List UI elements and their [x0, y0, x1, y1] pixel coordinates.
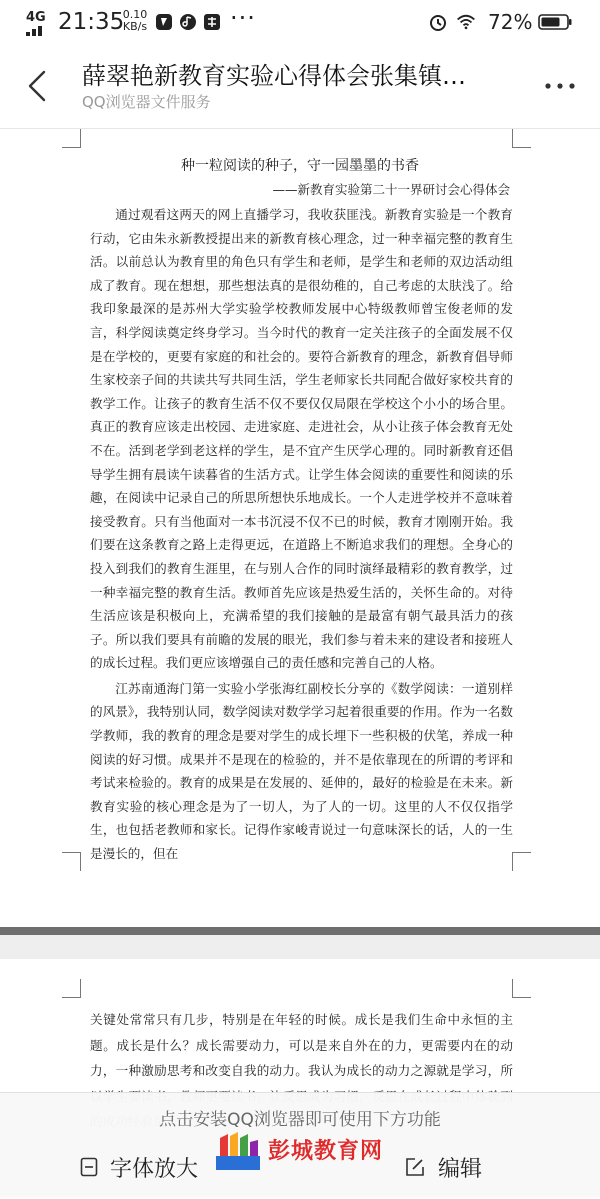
edit-button[interactable] [404, 1147, 482, 1187]
edit-label: 编辑 [438, 1156, 483, 1182]
document-page-1[interactable] [0, 129, 600, 927]
font-size-icon [80, 1157, 98, 1177]
crop-mark [512, 852, 531, 871]
signal-icon [26, 24, 54, 36]
crop-mark [512, 979, 531, 998]
wifi-icon [456, 12, 476, 32]
crop-mark [512, 129, 531, 148]
page-divider [0, 927, 600, 935]
watermark-text: 彭城教育网 [268, 1139, 384, 1164]
page-gap [0, 935, 600, 959]
app-header [0, 44, 600, 129]
notification-app-icon [154, 12, 174, 32]
status-bar [0, 0, 600, 44]
page-subtitle: QQ浏览器文件服务 [82, 93, 211, 111]
network-speed: 0.10 KB/s [122, 8, 148, 33]
font-zoom-label: 字体放大 [110, 1156, 199, 1182]
crop-mark [62, 852, 81, 871]
document-subtitle: ——新教育实验第二十一界研讨会心得体会 [272, 182, 510, 197]
document-body [90, 203, 513, 868]
crop-mark [62, 979, 81, 998]
edit-icon [404, 1156, 426, 1178]
crop-mark [62, 129, 81, 148]
alarm-icon [428, 12, 448, 32]
paragraph: 通过观看这两天的网上直播学习，我收获匪浅。新教育实验是一个教育行动，它由朱永新教授提出来的新教育核心理念，过一种幸福完整的教育生活。以前总认为教育里的角色只有学生和老师，是学生和老师的双边活动组成了教育。现在想想，那些想法真的是很幼稚的，自己考虑的太肤浅了。给我印象最深的是苏州大学实验学校教师发展中心特级教师曾宝俊老师的发言，科学阅读奠定终身学习。当今时代的教育一定关注孩子的全面发展不仅是在学校的，更要有家庭的和社会的。要符合新教育的理念，新教育倡导师生家校亲子间的共读共写共同生活，学生老师家长共同配合做好家校共育的教学工作。让孩子的教育生活不仅不要仅仅局限在学校这个小小的场合里。真正的教育应该走出校园、走进家庭、走进社会，从小让孩子体会教育无处不在。活到老学到老这样的学生，是不宜产生厌学心理的。同时新教育还倡导学生拥有晨读午读暮省的生活方式。让学生体会阅读的重要性和阅读的乐趣，在阅读中记录自己的所思所想快乐地成长。一个人走进学校并不意味着接受教育。只有当他面对一本书沉浸不仅不已的时候，教育才刚刚开始。我们要在这条教育之路上走得更远，在道路上不断追求我们的理想。全身心的投入到我们的教育生涯里，在与别人合作的同时演绎最精彩的教育教学，过一种幸福完整的教育生活。教师首先应该是热爱生活的，关怀生命的。对待生活应该是积极向上，充满希望的我们接触的是最富有朝气最具活力的孩子。所以我们要具有前瞻的发展的眼光，我们参与着未来的建设者和接班人的成长过程。我们更应该增强自己的责任感和完善自己的人格。 [90, 207, 513, 671]
site-watermark [212, 1130, 402, 1180]
paragraph: 江苏南通海门第一实验小学张海红副校长分享的《数学阅读：一道别样的风景》，我特别认同，数学阅读对数学学习起着很重要的作用。作为一名数学教师，我的教育的理念是要对学生的成长埋下一些积极的伏笔，养成一种阅读的好习惯。成果并不是现在的检验的，并不是依靠现在的所谓的考评和考试来检验的。教育的成果是在发展的、延伸的，最好的检验是在未来。新教育实验的核心理念是为了一切人，为了人的一切。这里的人不仅仅指学生，也包括老教师和家长。记得作家峻青说过一句意味深长的话，人的一生是漫长的，但在 [90, 680, 513, 862]
music-app-icon [178, 12, 198, 32]
back-icon[interactable] [22, 68, 52, 104]
network-type: 4G [26, 10, 46, 25]
install-hint[interactable]: 点击安装QQ浏览器即可使用下方功能 [159, 1110, 441, 1130]
document-title: 种一粒阅读的种子，守一园墨墨的书香 [181, 158, 419, 174]
battery-percent: 72% [488, 10, 533, 34]
clock: 21:35 [58, 9, 125, 35]
study-app-icon [202, 12, 222, 32]
font-zoom-button[interactable] [80, 1147, 198, 1187]
more-notifications-icon: ··· [230, 4, 256, 32]
page-title: 薛翠艳新教育实验心得体会张集镇… [82, 62, 466, 90]
more-menu-icon[interactable] [540, 74, 580, 98]
battery-icon [538, 14, 572, 30]
paragraph: 关键处常常只有几步，特别是在年轻的时候。成长是我们生命中永恒的主题。成长是什么？成长需要动力，可以是来自外在的力，更需要内在的动力，一种激励思考和改变自我的动力。我认为成长的动力之源就是学习，所 [90, 1012, 513, 1078]
book-logo-icon [212, 1130, 264, 1180]
